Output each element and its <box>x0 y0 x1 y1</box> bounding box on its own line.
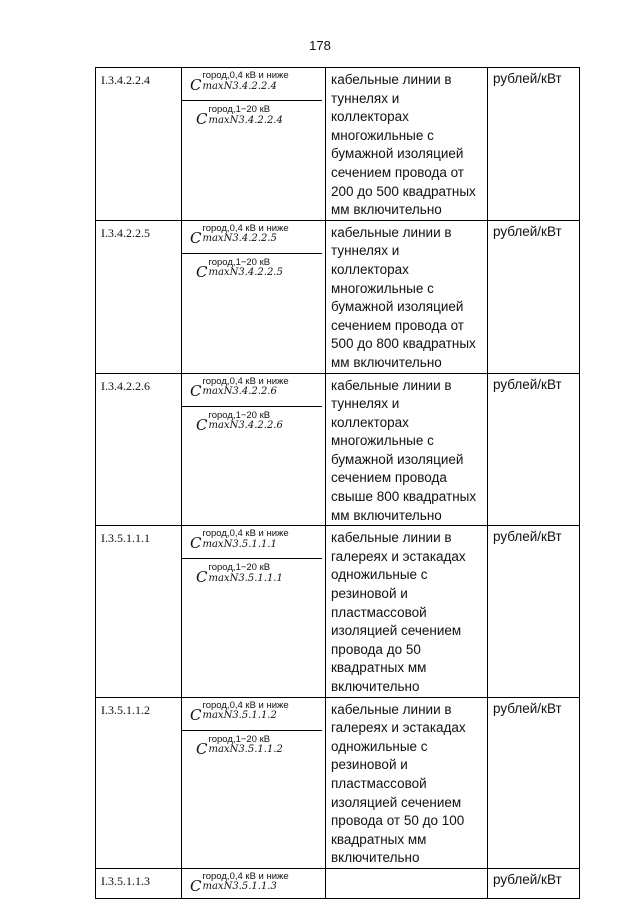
page-number: 178 <box>309 38 331 53</box>
formula-symbol: C <box>190 228 202 247</box>
table-row <box>96 373 580 526</box>
formula-cell <box>182 869 325 894</box>
row-unit: рублей/кВт <box>493 871 562 887</box>
formula-mid-voltage <box>182 101 325 127</box>
formula-symbol: C <box>190 76 202 94</box>
formula-mid-voltage <box>182 407 325 433</box>
row-description: кабельные линии в туннелях и коллекторах многожильные с бумажной изоляцией сечением провода от 500 до 800 квадратных мм включительно <box>331 224 476 370</box>
formula-subscript: maxN3.5.1.1.1 <box>208 572 283 584</box>
row-code: I.3.4.2.2.4 <box>101 73 150 87</box>
formula-symbol: C <box>196 262 208 281</box>
formula-cell <box>182 374 325 433</box>
table-row <box>96 220 580 373</box>
formula-superscript: город,0,4 кВ и ниже <box>202 699 289 711</box>
row-description: кабельные линии в галереях и эстакадах одножильные с резиновой и пластмассовой изоляцией сечением провода до 50 квадратных мм включительно <box>331 530 466 694</box>
formula-symbol: C <box>190 381 202 400</box>
tariff-table <box>95 67 580 899</box>
row-unit: рублей/кВт <box>493 71 562 86</box>
row-code: I.3.4.2.2.6 <box>101 378 150 393</box>
formula-superscript: город,1−20 кВ <box>208 733 271 745</box>
formula-low-voltage <box>182 698 322 731</box>
formula-mid-voltage <box>182 254 325 280</box>
formula-superscript: город,1−20 кВ <box>208 104 271 115</box>
row-code: I.3.5.1.1.3 <box>101 873 150 888</box>
table-row <box>96 697 580 868</box>
table-row <box>96 868 580 898</box>
formula-subscript: maxN3.4.2.2.5 <box>208 267 283 279</box>
formula-superscript: город,1−20 кВ <box>208 409 271 421</box>
row-unit: рублей/кВт <box>493 376 562 392</box>
formula-symbol: C <box>190 876 202 895</box>
row-description: кабельные линии в туннелях и коллекторах многожильные с бумажной изоляцией сечением провода свыше 800 квадратных мм включительно <box>331 377 477 523</box>
formula-superscript: город,0,4 кВ и ниже <box>202 222 289 234</box>
row-code: I.3.5.1.1.2 <box>101 702 150 717</box>
formula-low-voltage <box>182 374 322 407</box>
formula-subscript: maxN3.5.1.1.2 <box>202 710 277 722</box>
formula-superscript: город,0,4 кВ и ниже <box>202 70 289 81</box>
row-code: I.3.5.1.1.1 <box>101 531 150 546</box>
formula-superscript: город,0,4 кВ и ниже <box>202 870 289 882</box>
formula-cell <box>182 526 325 585</box>
formula-subscript: maxN3.5.1.1.2 <box>208 744 283 756</box>
formula-superscript: город,1−20 кВ <box>208 562 271 574</box>
formula-subscript: maxN3.4.2.2.5 <box>202 233 277 245</box>
formula-cell <box>182 698 325 757</box>
formula-superscript: город,0,4 кВ и ниже <box>202 375 289 387</box>
row-unit: рублей/кВт <box>493 700 562 716</box>
row-unit: рублей/кВт <box>493 223 562 239</box>
formula-low-voltage <box>182 68 322 101</box>
formula-cell <box>182 221 325 280</box>
formula-cell <box>182 68 325 127</box>
formula-subscript: maxN3.5.1.1.3 <box>202 881 277 893</box>
formula-subscript: maxN3.4.2.2.4 <box>202 80 277 92</box>
formula-mid-voltage <box>182 559 325 585</box>
formula-symbol: C <box>196 739 208 758</box>
row-description: кабельные линии в галереях и эстакадах одножильные с резиновой и пластмассовой изоляцией сечением провода от 50 до 100 квадратных мм включительно <box>331 701 466 866</box>
formula-subscript: maxN3.4.2.2.6 <box>202 386 277 397</box>
formula-symbol: C <box>190 534 202 553</box>
formula-symbol: C <box>196 110 208 128</box>
formula-symbol: C <box>190 705 202 724</box>
formula-superscript: город,0,4 кВ и ниже <box>202 528 289 540</box>
formula-low-voltage <box>182 221 322 254</box>
row-code: I.3.4.2.2.5 <box>101 225 150 240</box>
formula-symbol: C <box>196 415 208 434</box>
formula-subscript: maxN3.4.2.2.4 <box>208 114 283 126</box>
row-unit: рублей/кВт <box>493 529 562 545</box>
row-description: кабельные линии в туннелях и коллекторах многожильные с бумажной изоляцией сечением провода от 200 до 500 квадратных мм включительно <box>331 72 476 218</box>
formula-low-voltage <box>182 869 325 894</box>
formula-superscript: город,1−20 кВ <box>208 256 271 268</box>
formula-subscript: maxN3.4.2.2.6 <box>208 420 283 431</box>
table-row <box>96 68 580 221</box>
formula-mid-voltage <box>182 731 325 757</box>
formula-subscript: maxN3.5.1.1.1 <box>202 538 277 550</box>
row-description <box>326 869 487 872</box>
formula-symbol: C <box>196 568 208 587</box>
formula-low-voltage <box>182 526 322 559</box>
table-row <box>96 526 580 697</box>
